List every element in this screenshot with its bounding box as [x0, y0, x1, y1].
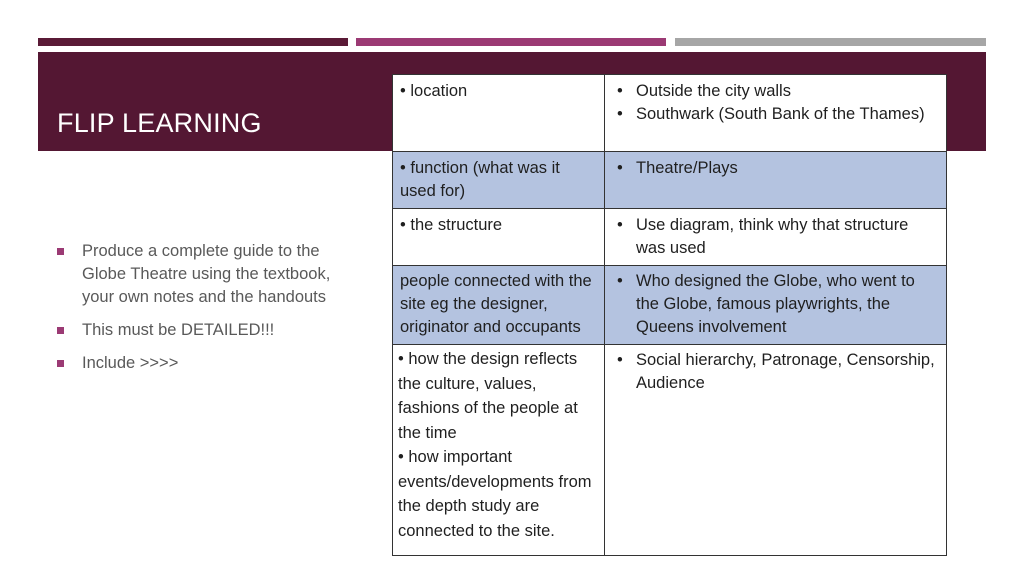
- detail-text: Who designed the Globe, who went to the Globe, famous playwrights, the Queens involvement: [636, 272, 915, 336]
- accent-bar-magenta: [356, 38, 666, 46]
- table-row: [393, 152, 947, 209]
- details-cell: [605, 152, 947, 209]
- topic-text: • function (what was it used for): [400, 159, 560, 200]
- detail-text: Southwark (South Bank of the Thames): [636, 105, 925, 123]
- details-cell: [605, 75, 947, 152]
- detail-item: [612, 157, 939, 180]
- table-row: [393, 345, 947, 556]
- detail-text: Theatre/Plays: [636, 159, 738, 177]
- table-row: [393, 75, 947, 152]
- bullet-dot-icon: •: [617, 105, 623, 123]
- detail-item: [612, 80, 939, 103]
- list-item: [57, 319, 357, 342]
- guide-table: [392, 74, 947, 556]
- topic-text: people connected with the site eg the designer, originator and occupants: [400, 272, 592, 336]
- list-item-text: Produce a complete guide to the Globe Theatre using the textbook, your own notes and the handouts: [82, 242, 331, 306]
- topic-cell: [393, 152, 605, 209]
- details-cell: [605, 345, 947, 556]
- detail-item: [612, 103, 939, 126]
- topic-text: • location: [400, 82, 468, 100]
- square-bullet-icon: [57, 327, 64, 334]
- topic-text: • how important events/developments from the depth study are connected to the site.: [398, 448, 592, 540]
- instruction-list: [57, 240, 357, 385]
- topic-cell: [393, 209, 605, 266]
- topic-cell: [393, 345, 605, 556]
- details-cell: [605, 266, 947, 345]
- detail-text: Outside the city walls: [636, 82, 791, 100]
- table-row: [393, 266, 947, 345]
- square-bullet-icon: [57, 360, 64, 367]
- detail-item: [612, 349, 939, 395]
- topic-text: • how the design reflects the culture, values, fashions of the people at the time: [398, 350, 578, 442]
- slide-title: FLIP LEARNING: [57, 108, 262, 138]
- accent-bar-dark: [38, 38, 348, 46]
- list-item: [57, 352, 357, 375]
- detail-item: [612, 270, 939, 339]
- bullet-dot-icon: •: [617, 159, 623, 177]
- detail-text: Use diagram, think why that structure was used: [636, 216, 909, 257]
- bullet-dot-icon: •: [617, 82, 623, 100]
- detail-item: [612, 214, 939, 260]
- bullet-dot-icon: •: [617, 351, 623, 369]
- accent-bar-grey: [675, 38, 986, 46]
- table-row: [393, 209, 947, 266]
- detail-text: Social hierarchy, Patronage, Censorship, Audience: [636, 351, 935, 392]
- bullet-dot-icon: •: [617, 216, 623, 234]
- list-item: [57, 240, 357, 309]
- details-cell: [605, 209, 947, 266]
- topic-cell: [393, 266, 605, 345]
- list-item-text: Include >>>>: [82, 354, 179, 372]
- bullet-dot-icon: •: [617, 272, 623, 290]
- topic-text: • the structure: [400, 216, 503, 234]
- topic-cell: [393, 75, 605, 152]
- list-item-text: This must be DETAILED!!!: [82, 321, 275, 339]
- square-bullet-icon: [57, 248, 64, 255]
